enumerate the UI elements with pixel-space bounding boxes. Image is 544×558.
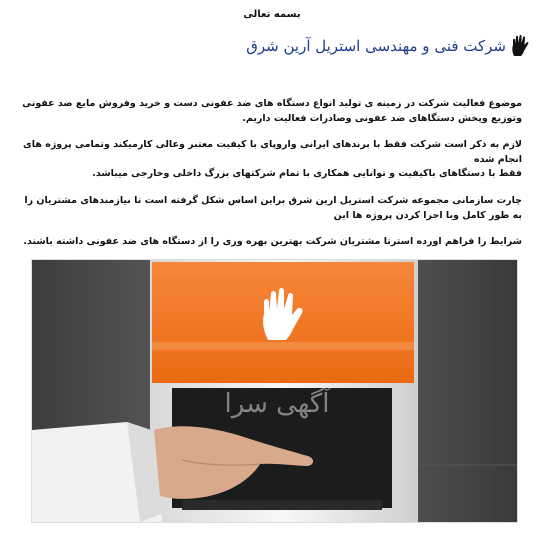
paragraph-brands: لازم به ذکر است شرکت فقط با برندهای ایرانی واروپای با کیفیت معتبر وعالی کارمیکند وتمامی پروژه های انجام شده — [23, 139, 522, 165]
company-name: شرکت فنی و مهندسی استریل آرین شرق — [246, 37, 506, 55]
bismillah-heading: بسمه تعالی — [243, 9, 301, 20]
company-header — [246, 34, 530, 58]
hand-icon — [510, 34, 530, 58]
paragraph-quality: فقط با دستگاهای باکیفیت و توانایی همکاری با تمام شرکتهای بزرگ داخلی وخارجی میباشد. — [92, 168, 522, 179]
sanitizer-device-illustration — [32, 260, 517, 522]
paragraph-conditions: شرایط را فراهم اورده استرتا مشتریان شرکت بهترین بهره وری را از دستگاه های ضد عفونی داشته باشند. — [23, 236, 522, 247]
product-photo — [31, 259, 518, 523]
watermark-text: آگهی سرا — [224, 389, 330, 419]
paragraph-activity: موضوع فعالیت شرکت در زمینه ی تولید انواع دستگاه های ضد عفونی دست و خرید وفروش مایع ضد عفونی وتوزیع وپخش دستگاهای ضد عفونی وصادرات فعالیت داریم. — [22, 98, 522, 124]
paragraph-org-chart: چارت سازمانی مجموعه شرکت استریل ارین شرق براین اساس شکل گرفته است تا نیازمندهای مشتریان را به طور کامل وبا اجرا کردن پروژه ها این — [24, 195, 522, 221]
